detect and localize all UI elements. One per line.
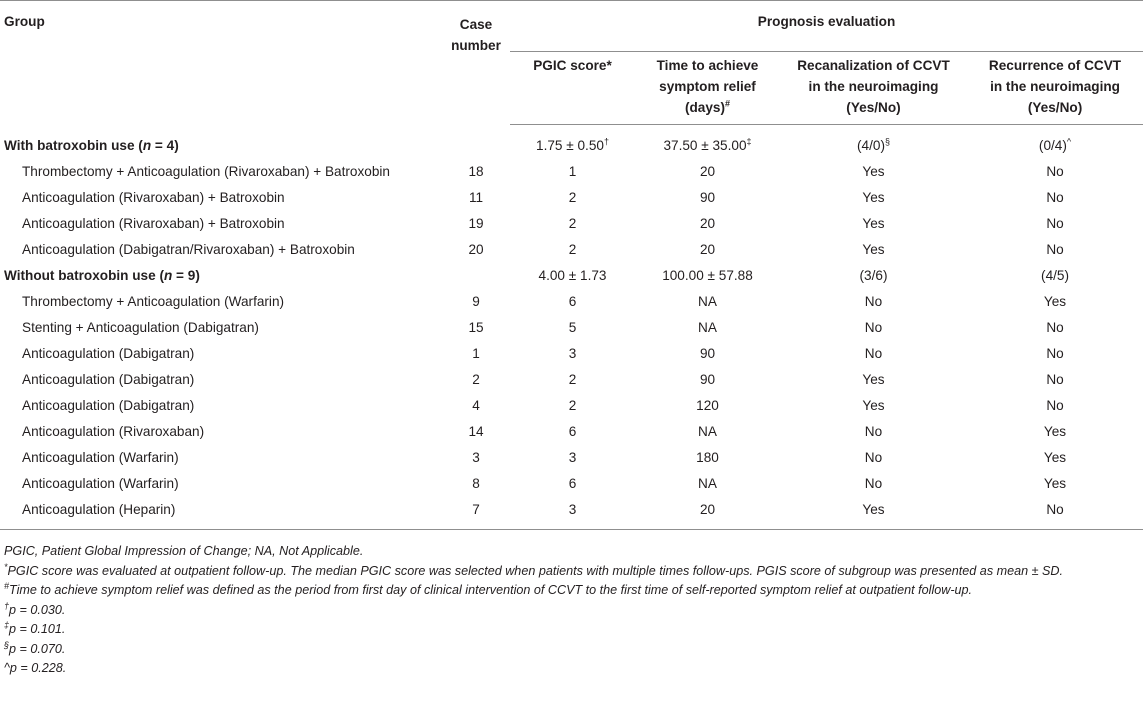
table-row — [0, 393, 1143, 419]
group-label-n: n — [142, 137, 152, 153]
row-time: 20 — [699, 242, 716, 257]
row-case: 15 — [468, 320, 484, 335]
row-time: 180 — [696, 450, 719, 465]
row-recan: Yes — [862, 372, 885, 387]
row-time: 90 — [699, 190, 716, 205]
footnote-ddagger-text: p = 0.101. — [9, 622, 66, 636]
row-treatment: Thrombectomy + Anticoagulation (Warfarin) — [22, 294, 285, 309]
group-label-prefix: With batroxobin use ( — [4, 137, 143, 153]
row-case: 14 — [468, 424, 484, 439]
row-treatment: Anticoagulation (Dabigatran) — [22, 398, 195, 413]
row-case: 11 — [468, 190, 484, 205]
footnote-hash-text: Time to achieve symptom relief was defined as the period from first day of clinical intervention of CCVT to the first time of self-reported symptom relief at outpatient follow-up. — [9, 583, 973, 597]
table-row — [0, 471, 1143, 497]
header-recur-line2: in the neuroimaging — [990, 79, 1120, 94]
row-recan: No — [864, 476, 883, 491]
row-time: NA — [698, 424, 717, 439]
row-case: 20 — [468, 242, 484, 257]
row-time: NA — [698, 294, 717, 309]
row-recan: Yes — [862, 216, 885, 231]
header-recan-line3: (Yes/No) — [846, 100, 901, 115]
row-time: 20 — [635, 497, 780, 530]
header-time-line1: Time to achieve — [656, 58, 759, 73]
row-recur: No — [1046, 320, 1064, 335]
table-footnotes — [4, 542, 1139, 679]
row-recur: No — [1046, 216, 1064, 231]
header-recanalization — [780, 52, 967, 125]
group-recan-mark: § — [884, 136, 890, 147]
row-recan: No — [864, 450, 883, 465]
row-treatment: Anticoagulation (Dabigatran) — [22, 346, 195, 361]
group-label — [0, 125, 442, 160]
table-row — [0, 289, 1143, 315]
table-row — [0, 367, 1143, 393]
row-recur: No — [1046, 398, 1064, 413]
row-case: 18 — [468, 164, 484, 179]
row-pgic: 3 — [568, 450, 577, 465]
footnote-ddagger — [4, 620, 1139, 640]
group-pgic — [510, 263, 635, 289]
header-recan-line1: Recanalization of CCVT — [797, 58, 950, 73]
row-pgic: 2 — [568, 242, 577, 257]
header-recur-line3: (Yes/No) — [1027, 100, 1083, 115]
group-recur-value: (4/5) — [1041, 268, 1069, 283]
group-recan-value: (4/0) — [857, 138, 885, 153]
group-time-value: 100.00 ± 57.88 — [662, 268, 753, 283]
row-recur: No — [1046, 346, 1064, 361]
table-row — [0, 341, 1143, 367]
header-time-mark: # — [725, 98, 731, 109]
row-pgic: 1 — [568, 164, 577, 179]
header-group: Group — [0, 1, 442, 125]
row-recur: Yes — [1043, 294, 1067, 309]
table-row — [0, 185, 1143, 211]
footnote-caret-text: p = 0.228. — [9, 661, 67, 675]
footnote-dagger-text: p = 0.030. — [9, 602, 66, 617]
header-recan-line2: in the neuroimaging — [808, 79, 939, 94]
row-time: 120 — [696, 398, 719, 413]
row-recan: Yes — [862, 242, 885, 257]
row-recur: Yes — [1043, 450, 1067, 465]
row-treatment: Anticoagulation (Rivaroxaban) + Batroxobin — [22, 190, 285, 205]
row-recan: No — [864, 346, 883, 361]
header-prognosis: Prognosis evaluation — [510, 1, 1143, 52]
row-time: NA — [698, 476, 717, 491]
footnote-hash-mark: # — [4, 580, 10, 591]
row-case: 8 — [472, 476, 480, 491]
row-treatment: Stenting + Anticoagulation (Dabigatran) — [22, 320, 259, 335]
row-pgic: 3 — [568, 346, 577, 361]
row-time: 20 — [699, 216, 716, 231]
group-recan-value: (3/6) — [859, 268, 888, 283]
row-case: 9 — [472, 294, 480, 309]
footnote-star-text: PGIC score was evaluated at outpatient follow-up. The median PGIC score was selected when patients with multiple times follow-ups. PGIS score of subgroup was presented as mean ± SD. — [7, 563, 1064, 578]
row-pgic: 2 — [568, 372, 577, 387]
header-case-line1: Case — [459, 17, 493, 32]
row-case: 19 — [468, 216, 484, 231]
header-recurrence — [967, 52, 1143, 125]
header-pgic: PGIC score* — [510, 52, 635, 125]
group-recur — [967, 125, 1143, 160]
row-treatment: Thrombectomy + Anticoagulation (Rivaroxaban) + Batroxobin — [22, 164, 390, 179]
row-recan: No — [864, 424, 883, 439]
row-recur: No — [1046, 372, 1064, 387]
row-treatment: Anticoagulation (Warfarin) — [22, 476, 179, 491]
row-recur: Yes — [1043, 424, 1067, 439]
row-case: 4 — [472, 398, 480, 413]
group-time — [635, 263, 780, 289]
row-treatment: Anticoagulation (Warfarin) — [22, 450, 179, 465]
group-label-suffix: = 9) — [172, 268, 200, 283]
row-pgic: 6 — [568, 424, 577, 439]
group-time-value: 37.50 ± 35.00 — [663, 138, 747, 153]
row-pgic: 6 — [568, 294, 577, 309]
group-pgic-value: 1.75 ± 0.50 — [536, 138, 604, 153]
row-pgic: 2 — [568, 398, 577, 413]
table-row — [0, 445, 1143, 471]
group-label — [0, 263, 442, 289]
row-pgic: 6 — [568, 476, 577, 491]
footnote-section-text: p = 0.070. — [9, 641, 66, 656]
footnote-abbrev: PGIC, Patient Global Impression of Change; NA, Not Applicable. — [4, 544, 364, 558]
row-treatment: Anticoagulation (Dabigatran/Rivaroxaban) + Batroxobin — [22, 242, 355, 257]
header-case-number — [442, 1, 510, 125]
footnote-dagger — [4, 601, 1139, 621]
row-case: 1 — [472, 346, 480, 361]
group-pgic-mark: † — [603, 136, 609, 147]
row-pgic: 2 — [568, 190, 577, 205]
group-recan — [780, 263, 967, 289]
row-time: NA — [698, 320, 717, 335]
header-time — [635, 52, 780, 125]
header-time-line2: symptom relief — [659, 79, 756, 94]
row-pgic: 3 — [510, 497, 635, 530]
footnote-hash — [4, 581, 1139, 601]
group-pgic — [510, 125, 635, 160]
group-recur — [967, 263, 1143, 289]
footnote-star-mark: * — [4, 561, 8, 572]
row-recan: No — [864, 320, 883, 335]
group-label-suffix: = 4) — [151, 137, 179, 153]
table-row — [0, 211, 1143, 237]
footnote-caret-mark: ^ — [4, 661, 10, 675]
row-recan: No — [864, 294, 883, 309]
row-case: 7 — [442, 497, 510, 530]
group-case — [442, 263, 510, 289]
row-recan: Yes — [862, 190, 885, 205]
header-time-line3: (days) — [684, 100, 726, 115]
row-treatment: Anticoagulation (Dabigatran) — [22, 372, 195, 387]
row-recur: No — [1046, 242, 1064, 257]
row-recur: No — [967, 497, 1143, 530]
group-label-prefix: Without batroxobin use ( — [4, 268, 164, 283]
footnote-ddagger-mark: ‡ — [4, 619, 10, 630]
group-recur-value: (0/4) — [1038, 138, 1067, 153]
row-time: 20 — [699, 164, 716, 179]
table-row — [0, 237, 1143, 263]
footnote-star — [4, 562, 1139, 582]
row-recan: Yes — [862, 398, 885, 413]
group-row — [0, 263, 1143, 289]
group-recur-mark: ^ — [1066, 136, 1072, 147]
row-time: 90 — [699, 372, 716, 387]
row-case: 3 — [472, 450, 480, 465]
table-row — [0, 159, 1143, 185]
table-row — [0, 315, 1143, 341]
header-recur-line1: Recurrence of CCVT — [988, 58, 1122, 73]
row-treatment: Anticoagulation (Rivaroxaban) — [22, 424, 205, 439]
group-row — [0, 125, 1143, 160]
row-pgic: 5 — [568, 320, 577, 335]
group-recan — [780, 125, 967, 160]
footnote-section-mark: § — [4, 639, 10, 650]
group-time — [635, 125, 780, 160]
row-treatment: Anticoagulation (Rivaroxaban) + Batroxobin — [22, 216, 285, 231]
group-pgic-value: 4.00 ± 1.73 — [538, 268, 607, 283]
row-pgic: 2 — [568, 216, 577, 231]
row-recan: Yes — [780, 497, 967, 530]
row-case: 2 — [472, 372, 480, 387]
table-row — [0, 497, 1143, 530]
group-label-n: n — [163, 268, 173, 283]
row-time: 90 — [699, 346, 716, 361]
table-row — [0, 419, 1143, 445]
footnote-section — [4, 640, 1139, 660]
row-recan: Yes — [862, 164, 885, 179]
header-case-line2: number — [451, 38, 501, 53]
row-treatment: Anticoagulation (Heparin) — [0, 497, 442, 530]
group-time-mark: ‡ — [746, 136, 752, 147]
group-case — [442, 125, 510, 160]
footnote-caret — [4, 659, 1139, 679]
row-recur: No — [1046, 190, 1064, 205]
row-recur: No — [1046, 164, 1064, 179]
footnote-dagger-mark: † — [4, 600, 10, 611]
row-recur: Yes — [1043, 476, 1067, 491]
